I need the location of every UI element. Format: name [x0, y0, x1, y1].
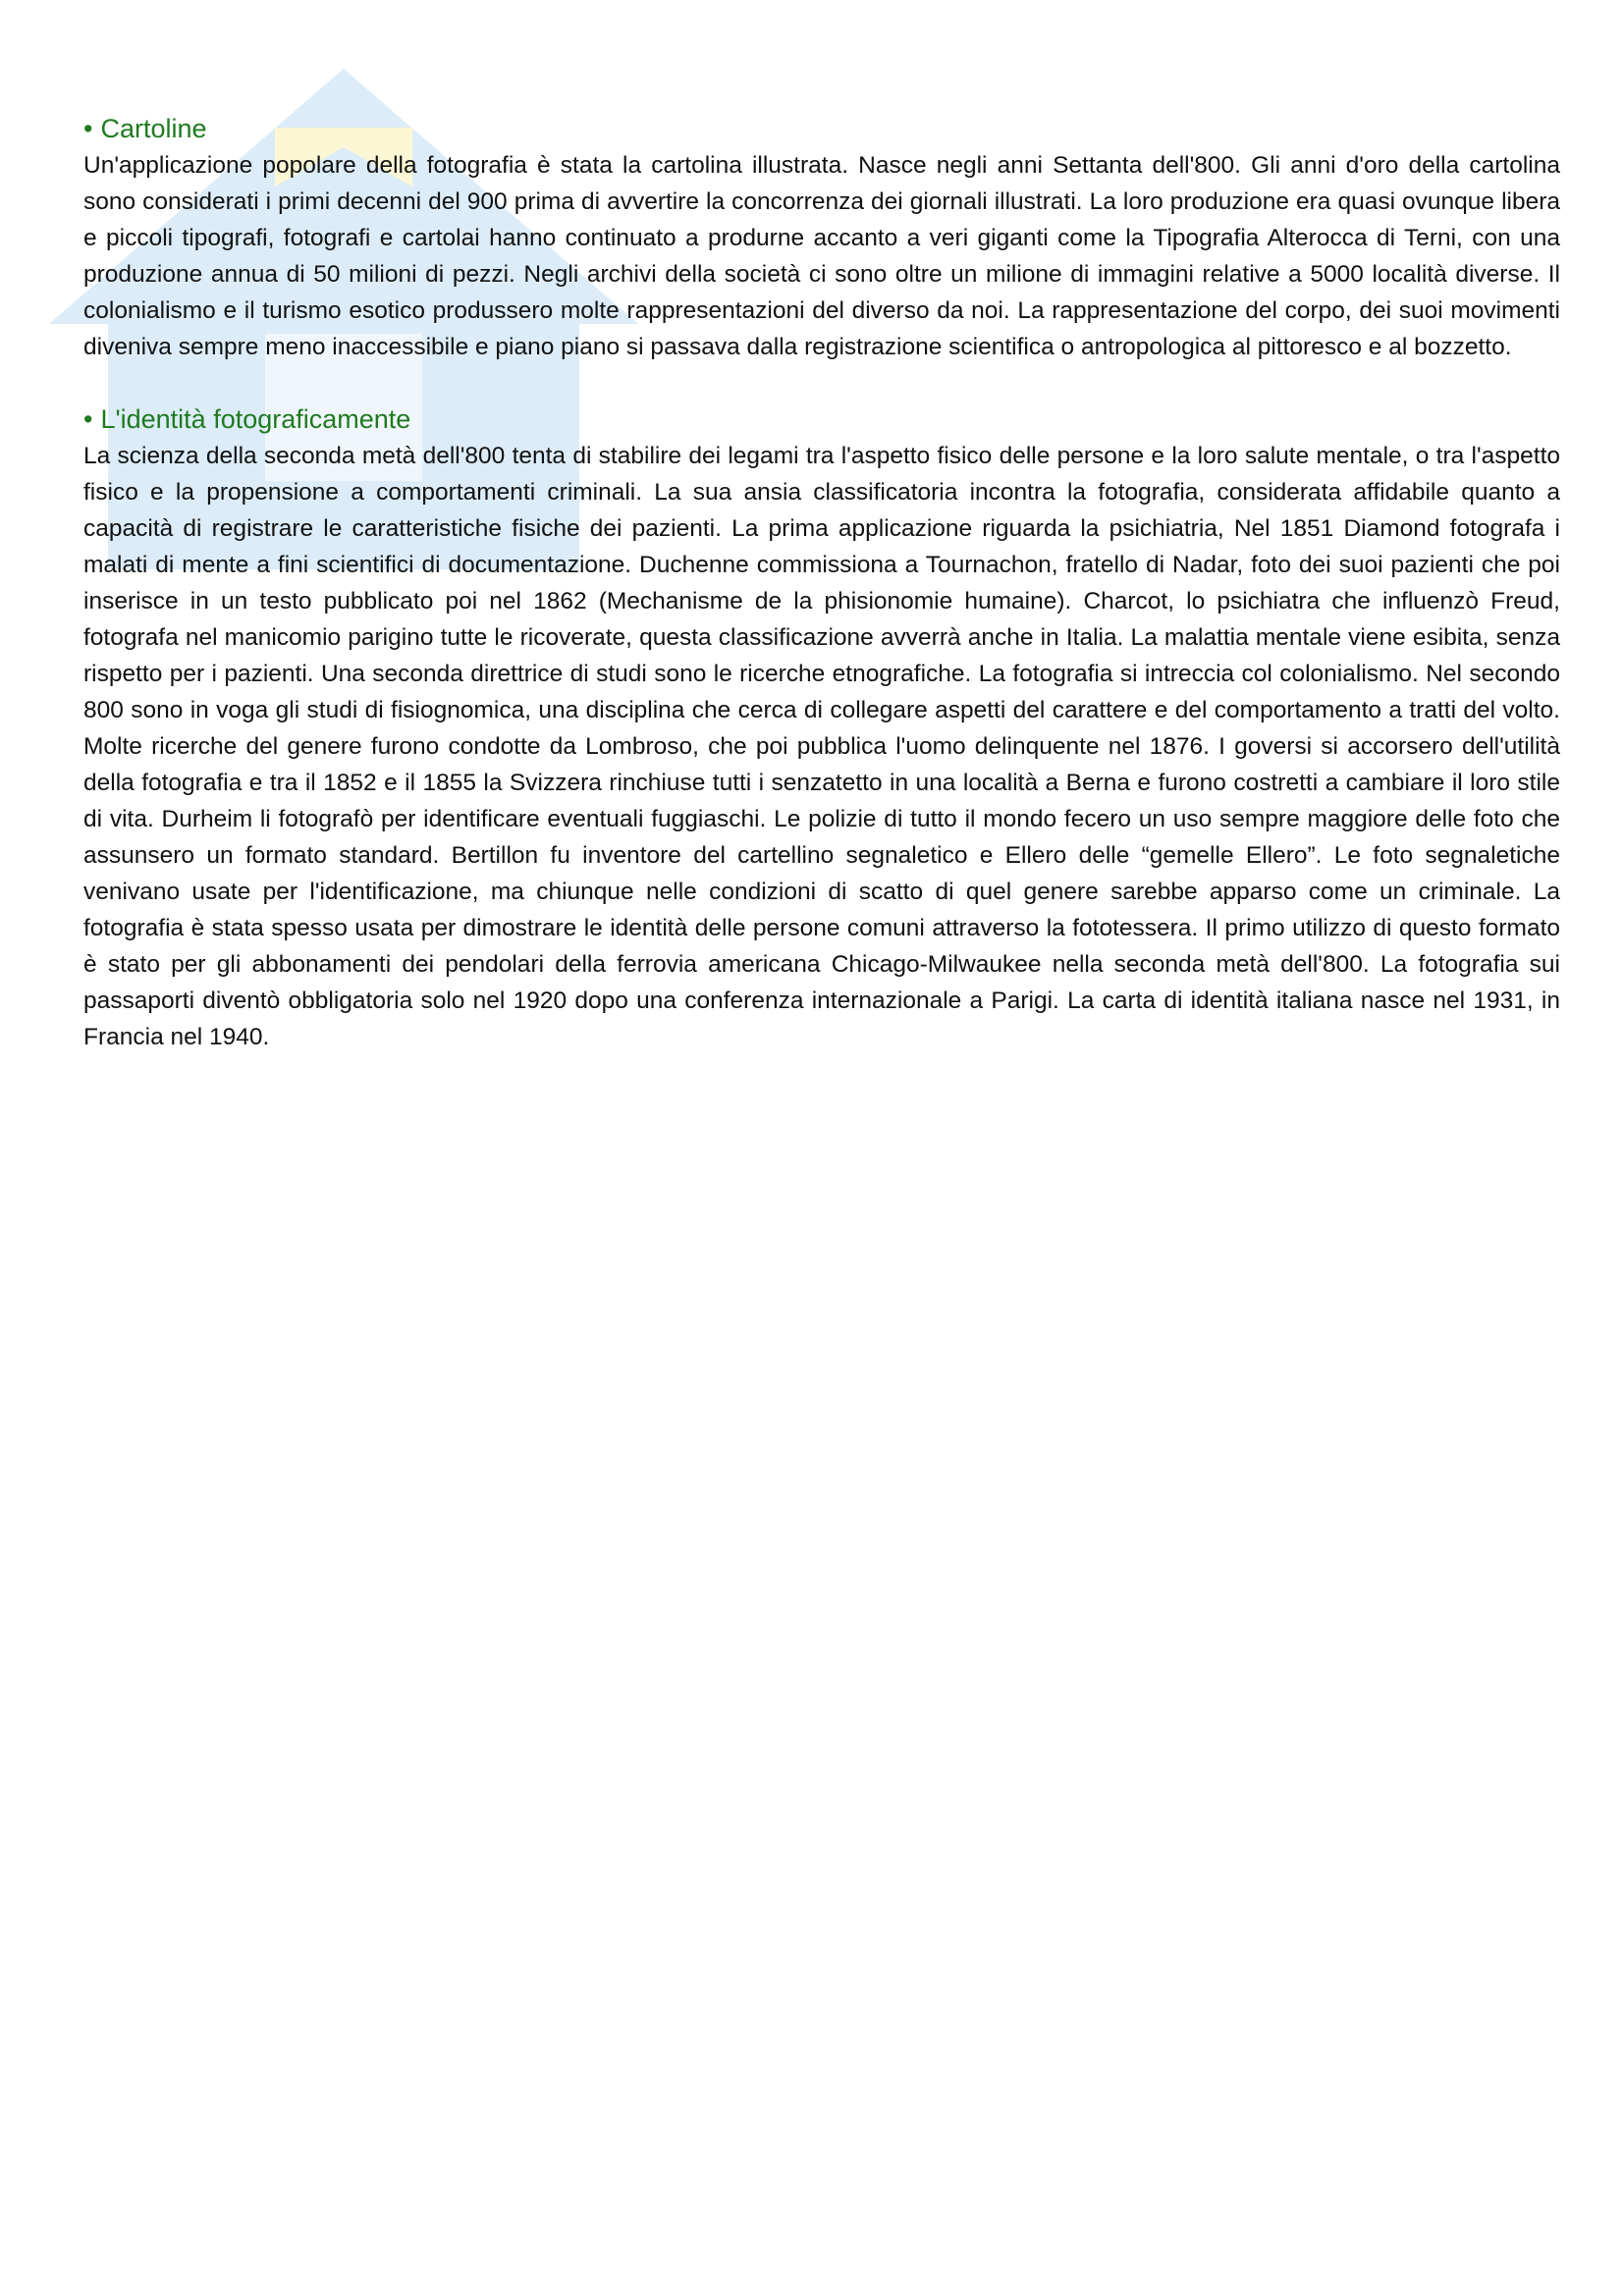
section-identita-fotograficamente: [83, 401, 1560, 1055]
section-heading: [83, 111, 1560, 147]
section-paragraph: La scienza della seconda metà dell'800 tenta di stabilire dei legami tra l'aspetto fisico delle persone e la loro salute mentale, o tra l'aspetto fisico e la propensione a comportamenti criminali. La sua ansia classificatoria incontra la fotografia, considerata affidabile quanto a capacità di registrare le caratteristiche fisiche dei pazienti. La prima applicazione riguarda la psichiatria, Nel 1851 Diamond fotografa i malati di mente a fini scientifici di documentazione. Duchenne commissiona a Tournachon, fratello di Nadar, foto dei suoi pazienti che poi inserisce in un testo pubblicato poi nel 1862 (Mechanisme de la phisionomie humaine). Charcot, lo psichiatra che influenzò Freud, fotografa nel manicomio parigino tutte le ricoverate, questa classificazione avverrà anche in Italia. La malattia mentale viene esibita, senza rispetto per i pazienti. Una seconda direttrice di studi sono le ricerche etnografiche. La fotografia si intreccia col colonialismo. Nel secondo 800 sono in voga gli studi di fisiognomica, una disciplina che cerca di collegare aspetti del carattere e del comportamento a tratti del volto. Molte ricerche del genere furono condotte da Lombroso, che poi pubblica l'uomo delinquente nel 1876. I goversi si accorsero dell'utilità della fotografia e tra il 1852 e il 1855 la Svizzera rinchiuse tutti i senzatetto in una località a Berna e furono costretti a cambiare il loro stile di vita. Durheim li fotografò per identificare eventuali fuggiaschi. Le polizie di tutto il mondo fecero un uso sempre maggiore delle foto che assunsero un formato standard. Bertillon fu inventore del cartellino segnaletico e Ellero delle “gemelle Ellero”. Le foto segnaletiche venivano usate per l'identificazione, ma chiunque nelle condizioni di scatto di quel genere sarebbe apparso come un criminale. La fotografia è stata spesso usata per dimostrare le identità delle persone comuni attraverso la fototessera. Il primo utilizzo di questo formato è stato per gli abbonamenti dei pendolari della ferrovia americana Chicago-Milwaukee nella seconda metà dell'800. La fotografia sui passaporti diventò obbligatoria solo nel 1920 dopo una conferenza internazionale a Parigi. La carta di identità italiana nasce nel 1931, in Francia nel 1940.: [83, 443, 1560, 1050]
section-cartoline: [83, 111, 1560, 365]
document-body: [83, 111, 1560, 1055]
section-heading-text: L'identità fotograficamente: [100, 404, 411, 434]
section-heading-text: Cartoline: [100, 114, 207, 143]
bullet-icon: •: [83, 404, 93, 434]
bullet-icon: •: [83, 114, 93, 143]
section-paragraph: Un'applicazione popolare della fotografia è stata la cartolina illustrata. Nasce negli anni Settanta dell'800. Gli anni d'oro della cartolina sono considerati i primi decenni del 900 prima di avvertire la concorrenza dei giornali illustrati. La loro produzione era quasi ovunque libera e piccoli tipografi, fotografi e cartolai hanno continuato a produrne accanto a veri giganti come la Tipografia Alterocca di Terni, con una produzione annua di 50 milioni di pezzi. Negli archivi della società ci sono oltre un milione di immagini relative a 5000 località diverse. Il colonialismo e il turismo esotico produssero molte rappresentazioni del diverso da noi. La rappresentazione del corpo, dei suoi movimenti diveniva sempre meno inaccessibile e piano piano si passava dalla registrazione scientifica o antropologica al pittoresco e al bozzetto.: [83, 152, 1560, 360]
section-heading: [83, 401, 1560, 438]
section-spacer: [83, 365, 1560, 401]
